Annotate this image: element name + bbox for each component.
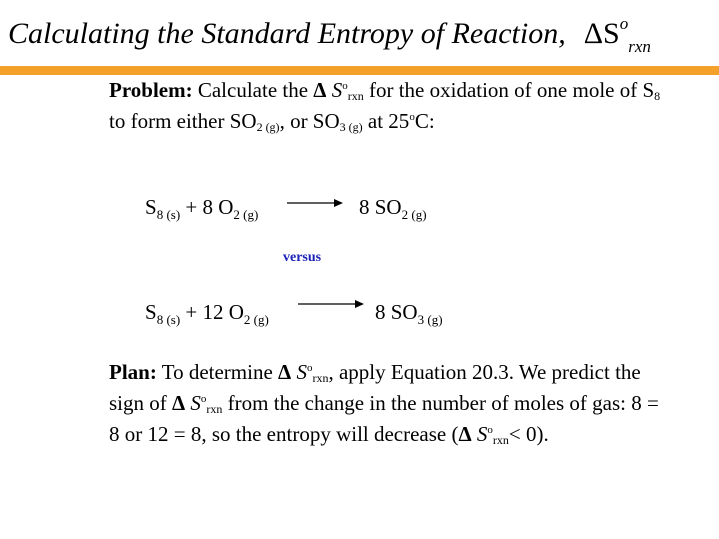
problem-sub-3: 2 (g) [256,120,280,134]
plan-s-2: S [190,391,201,415]
plan-s-3: S [476,422,488,446]
problem-text-3: to form either SO [109,109,257,133]
problem-sup: o [342,80,348,92]
reaction-2-r1-sub: 8 (s) [156,312,181,327]
reaction-1-product-sub: 2 (g) [401,207,427,222]
plan-label: Plan: [109,360,157,384]
plan-delta: Δ [278,360,292,384]
reaction-2-arrow [298,297,364,311]
reaction-2-r1: S [145,300,157,324]
problem-text-2: for the oxidation of one mole of S [368,78,655,102]
plan-sub: rxn [312,371,329,385]
reaction-1-r1: S [145,195,157,219]
versus-label: versus [283,250,322,265]
problem-text-5: at 25 [367,109,410,133]
title-divider [0,66,719,75]
plan-text-2: , apply Equation 20.3. We predict the sign of [109,360,641,415]
reaction-2-plus: + 12 O [185,300,244,324]
problem-sup-5: o [409,111,415,123]
title-delta-s: ΔS [583,17,620,50]
title-sup: o [619,14,629,33]
title-sub: rxn [628,37,651,56]
reaction-2-product [375,298,443,326]
reaction-1-product-text: 8 SO [359,195,402,219]
plan-sub-3: rxn [492,433,509,447]
reaction-2-product-text: 8 SO [375,300,418,324]
reaction-1-product [359,193,427,221]
plan-s: S [296,360,307,384]
plan-delta-3: Δ [458,422,472,446]
problem-statement [109,75,669,137]
plan-text-3: from the change in the number of moles of gas: 8 = 8 or 12 = 8, so the entropy will decrease ( [109,391,659,446]
problem-sub-4: 3 (g) [339,120,363,134]
reaction-1-r1-sub: 8 (s) [156,207,181,222]
plan-text-1: To determine [161,360,273,384]
plan-sup-3: o [487,424,493,436]
plan-sup-2: o [200,393,207,405]
problem-text-6: C: [414,109,435,133]
reaction-1-arrow [287,196,343,210]
problem-label: Problem: [109,78,193,102]
problem-sub: rxn [347,89,364,103]
problem-s: S [331,78,343,102]
plan-sub-2: rxn [206,402,223,416]
reaction-1-r2-sub: 2 (g) [233,207,259,222]
reaction-1-plus: + 8 O [185,195,234,219]
plan-statement [109,357,669,450]
reaction-2-product-sub: 3 (g) [417,312,443,327]
plan-sup: o [306,362,313,374]
title-text: Calculating the Standard Entropy of Reaction, [8,17,566,50]
problem-delta: Δ [313,78,327,102]
problem-text-4: , or SO [279,109,340,133]
reaction-1-reactants [145,193,258,221]
reaction-2-reactants [145,298,269,326]
reaction-2-r2-sub: 2 (g) [243,312,269,327]
plan-text-4: < 0). [508,422,549,446]
problem-text-1: Calculate the [197,78,309,102]
plan-delta-2: Δ [172,391,186,415]
problem-sub-2: 8 [654,89,661,103]
slide-title [8,14,651,54]
